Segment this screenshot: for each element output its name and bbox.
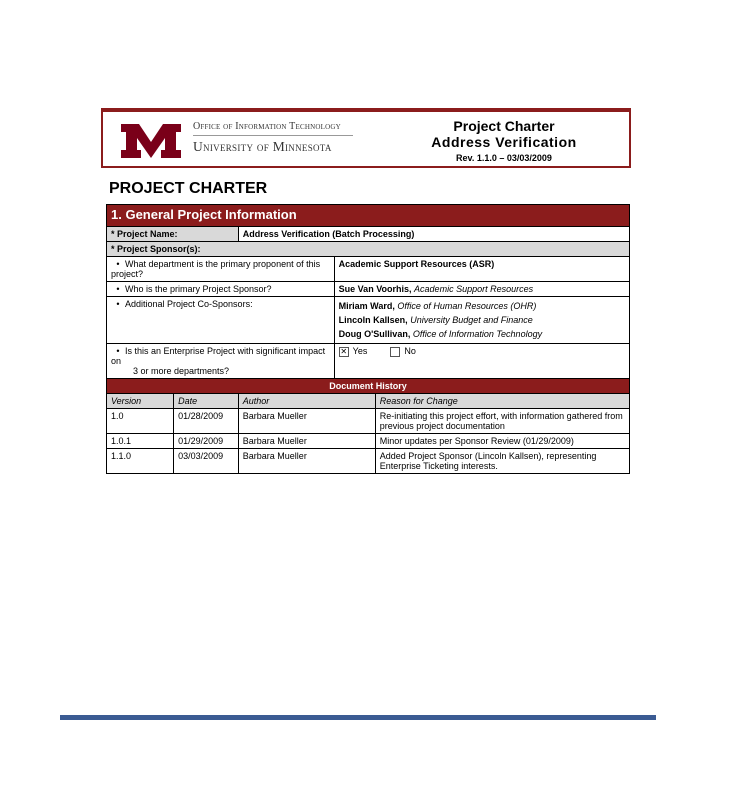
- charter-table: [106, 204, 630, 474]
- history-heading: Document History: [107, 379, 630, 394]
- cosponsor-name: Doug O'Sullivan,: [338, 329, 411, 339]
- question-text: Who is the primary Project Sponsor?: [125, 284, 272, 294]
- cosponsor-name: Lincoln Kallsen,: [338, 315, 408, 325]
- header-box: [101, 108, 631, 168]
- author-cell: Barbara Mueller: [238, 434, 375, 449]
- project-name-label: * Project Name:: [107, 227, 239, 242]
- col-reason: Reason for Change: [375, 394, 629, 409]
- table-row: [107, 409, 630, 434]
- cosponsor-item: [339, 327, 625, 341]
- section-heading-row: [107, 205, 630, 227]
- col-author: Author: [238, 394, 375, 409]
- header-title: Project Charter: [453, 118, 555, 134]
- logo-rule: [193, 135, 353, 136]
- section-heading: 1. General Project Information: [107, 205, 630, 227]
- bullet-icon: •: [116, 299, 120, 309]
- yes-label: Yes: [352, 346, 368, 356]
- history-column-header-row: [107, 394, 630, 409]
- cosponsor-name: Miriam Ward,: [338, 301, 395, 311]
- cosponsor-role: University Budget and Finance: [410, 315, 533, 325]
- question-row: [107, 257, 630, 282]
- no-checkbox[interactable]: [390, 347, 400, 357]
- question-row: [107, 297, 630, 344]
- question-text: Additional Project Co-Sponsors:: [125, 299, 253, 309]
- logo-line2: University of Minnesota: [193, 139, 332, 154]
- header-revision: Rev. 1.1.0 – 03/03/2009: [456, 153, 552, 163]
- logo-line1: Office of Information Technology: [193, 121, 341, 132]
- history-heading-row: [107, 379, 630, 394]
- document-title: PROJECT CHARTER: [109, 180, 268, 197]
- question-text: Is this an Enterprise Project with significant impact on: [111, 346, 326, 366]
- table-row: [107, 434, 630, 449]
- bullet-icon: •: [116, 284, 120, 294]
- answer-cell: [334, 282, 629, 297]
- version-cell: 1.0: [107, 409, 174, 434]
- question-text: What department is the primary proponent of this project?: [111, 259, 321, 279]
- no-label: No: [404, 346, 416, 356]
- yes-checkbox[interactable]: ✕: [340, 346, 348, 356]
- sponsor-name: Sue Van Voorhis,: [338, 284, 412, 294]
- question-cell: [107, 344, 335, 379]
- question-cell: [107, 282, 335, 297]
- sponsors-label: * Project Sponsor(s):: [107, 242, 630, 257]
- answer-cell: [334, 297, 629, 344]
- question-row: [107, 344, 630, 379]
- sponsor-role: Academic Support Resources: [414, 284, 534, 294]
- cosponsor-item: [339, 299, 625, 313]
- cosponsor-role: Office of Information Technology: [412, 329, 543, 339]
- version-cell: 1.0.1: [107, 434, 174, 449]
- cosponsor-item: [339, 313, 625, 327]
- bullet-icon: •: [116, 259, 120, 269]
- sponsors-row: [107, 242, 630, 257]
- cosponsor-role: Office of Human Resources (OHR): [397, 301, 537, 311]
- question-cell: [107, 297, 335, 344]
- header-subtitle: Address Verification: [431, 134, 577, 150]
- reason-cell: Added Project Sponsor (Lincoln Kallsen), representing Enterprise Ticketing interests.: [375, 449, 629, 474]
- date-cell: 01/29/2009: [174, 434, 239, 449]
- date-cell: 03/03/2009: [174, 449, 239, 474]
- project-name-row: [107, 227, 630, 242]
- question-row: [107, 282, 630, 297]
- table-row: [107, 449, 630, 474]
- author-cell: Barbara Mueller: [238, 409, 375, 434]
- col-version: Version: [107, 394, 174, 409]
- answer-cell: Academic Support Resources (ASR): [334, 257, 629, 282]
- question-cell: [107, 257, 335, 282]
- reason-cell: Minor updates per Sponsor Review (01/29/2009): [375, 434, 629, 449]
- footer-bar: [60, 715, 656, 720]
- logo-text: [193, 121, 353, 155]
- question-text-cont: 3 or more departments?: [133, 366, 230, 376]
- project-name-value: Address Verification (Batch Processing): [238, 227, 629, 242]
- university-m-logo-icon: [119, 120, 183, 162]
- col-date: Date: [174, 394, 239, 409]
- reason-cell: Re-initiating this project effort, with information gathered from previous project documentation: [375, 409, 629, 434]
- answer-cell: [334, 344, 629, 379]
- date-cell: 01/28/2009: [174, 409, 239, 434]
- version-cell: 1.1.0: [107, 449, 174, 474]
- author-cell: Barbara Mueller: [238, 449, 375, 474]
- bullet-icon: •: [116, 346, 120, 356]
- header-title-block: [419, 118, 589, 163]
